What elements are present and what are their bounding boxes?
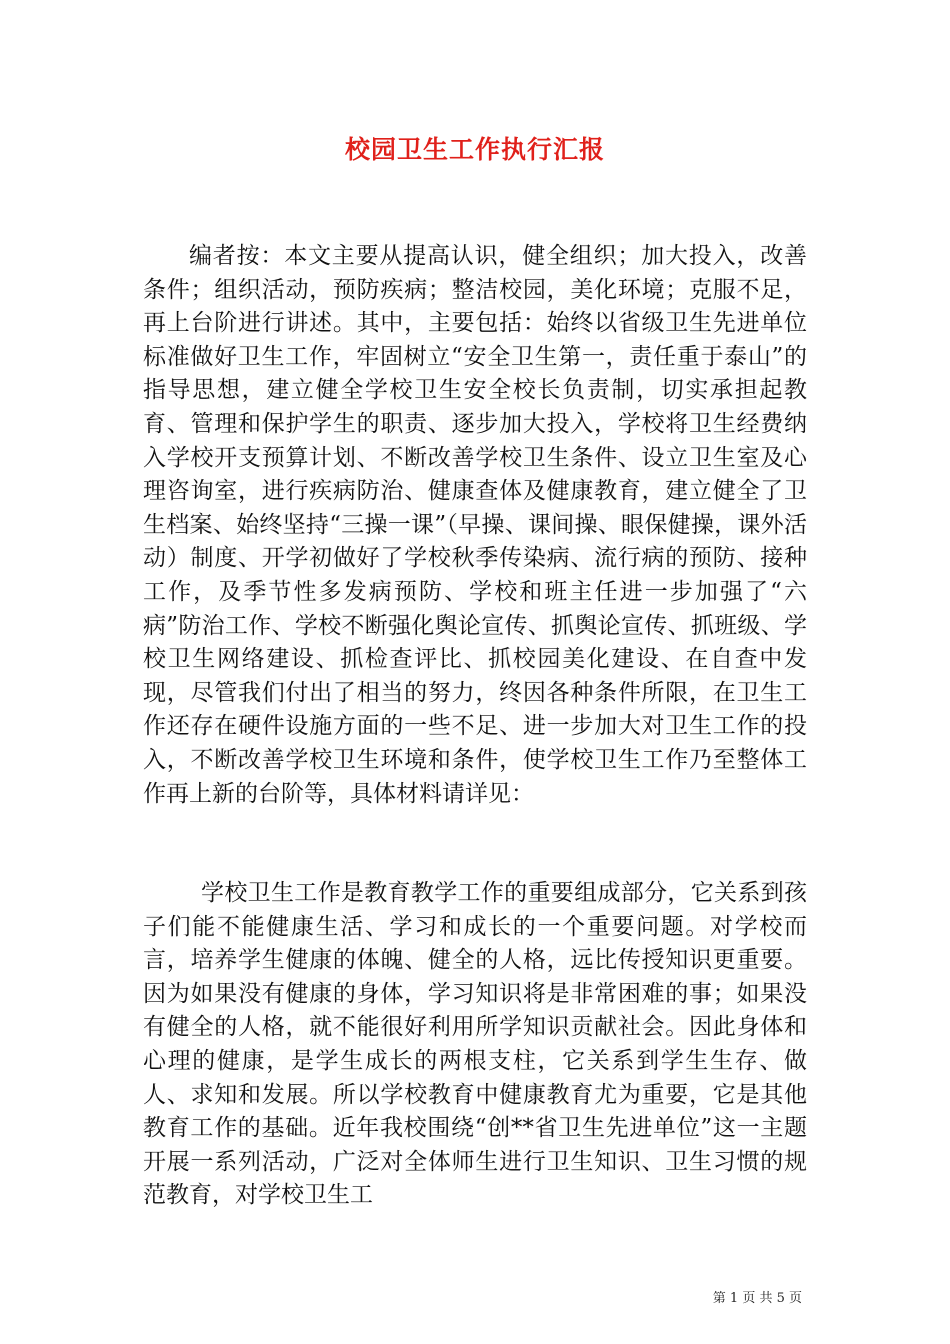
body-paragraph: 学校卫生工作是教育教学工作的重要组成部分，它关系到孩子们能不能健康生活、学习和成长的一个重要问题。对学校而言，培养学生健康的体魄、健全的人格，远比传授知识更重要。因为如果没有健康的身体，学习知识将是非常困难的事；如果没有健全的人格，就不能很好利用所学知识贡献社会。因此身体和心理的健康，是学生成长的两根支柱，它关系到学生生存、做人、求知和发展。所以学校教育中健康教育尤为重要，它是其他教育工作的基础。近年我校围绕“创**省卫生先进单位”这一主题开展一系列活动，广泛对全体师生进行卫生知识、卫生习惯的规范教育，对学校卫生工 [143,880,807,1209]
page-number-footer: 第 1 页 共 5 页 [712,1291,802,1306]
editor-note-paragraph: 编者按：本文主要从提高认识，健全组织；加大投入，改善条件；组织活动，预防疾病；整洁校园，美化环境；克服不足，再上台阶进行讲述。其中，主要包括：始终以省级卫生先进单位标准做好卫生工作，牢固树立“安全卫生第一，责任重于泰山”的指导思想，建立健全学校卫生安全校长负责制，切实承担起教育、管理和保护学生的职责、逐步加大投入，学校将卫生经费纳入学校开支预算计划、不断改善学校卫生条件、设立卫生室及心理咨询室，进行疾病防治、健康查体及健康教育，建立健全了卫生档案、始终坚持“三操一课”（早操、课间操、眼保健操，课外活动）制度、开学初做好了学校秋季传染病、流行病的预防、接种工作，及季节性多发病预防、学校和班主任进一步加强了“六病”防治工作、学校不断强化舆论宣传、抓舆论宣传、抓班级、学校卫生网络建设、抓检查评比、抓校园美化建设、在自查中发现，尽管我们付出了相当的努力，终因各种条件所限，在卫生工作还存在硬件设施方面的一些不足、进一步加大对卫生工作的投入，不断改善学校卫生环境和条件，使学校卫生工作乃至整体工作再上新的台阶等，具体材料请详见： [143,243,807,807]
document-title: 校园卫生工作执行汇报 [344,135,605,164]
